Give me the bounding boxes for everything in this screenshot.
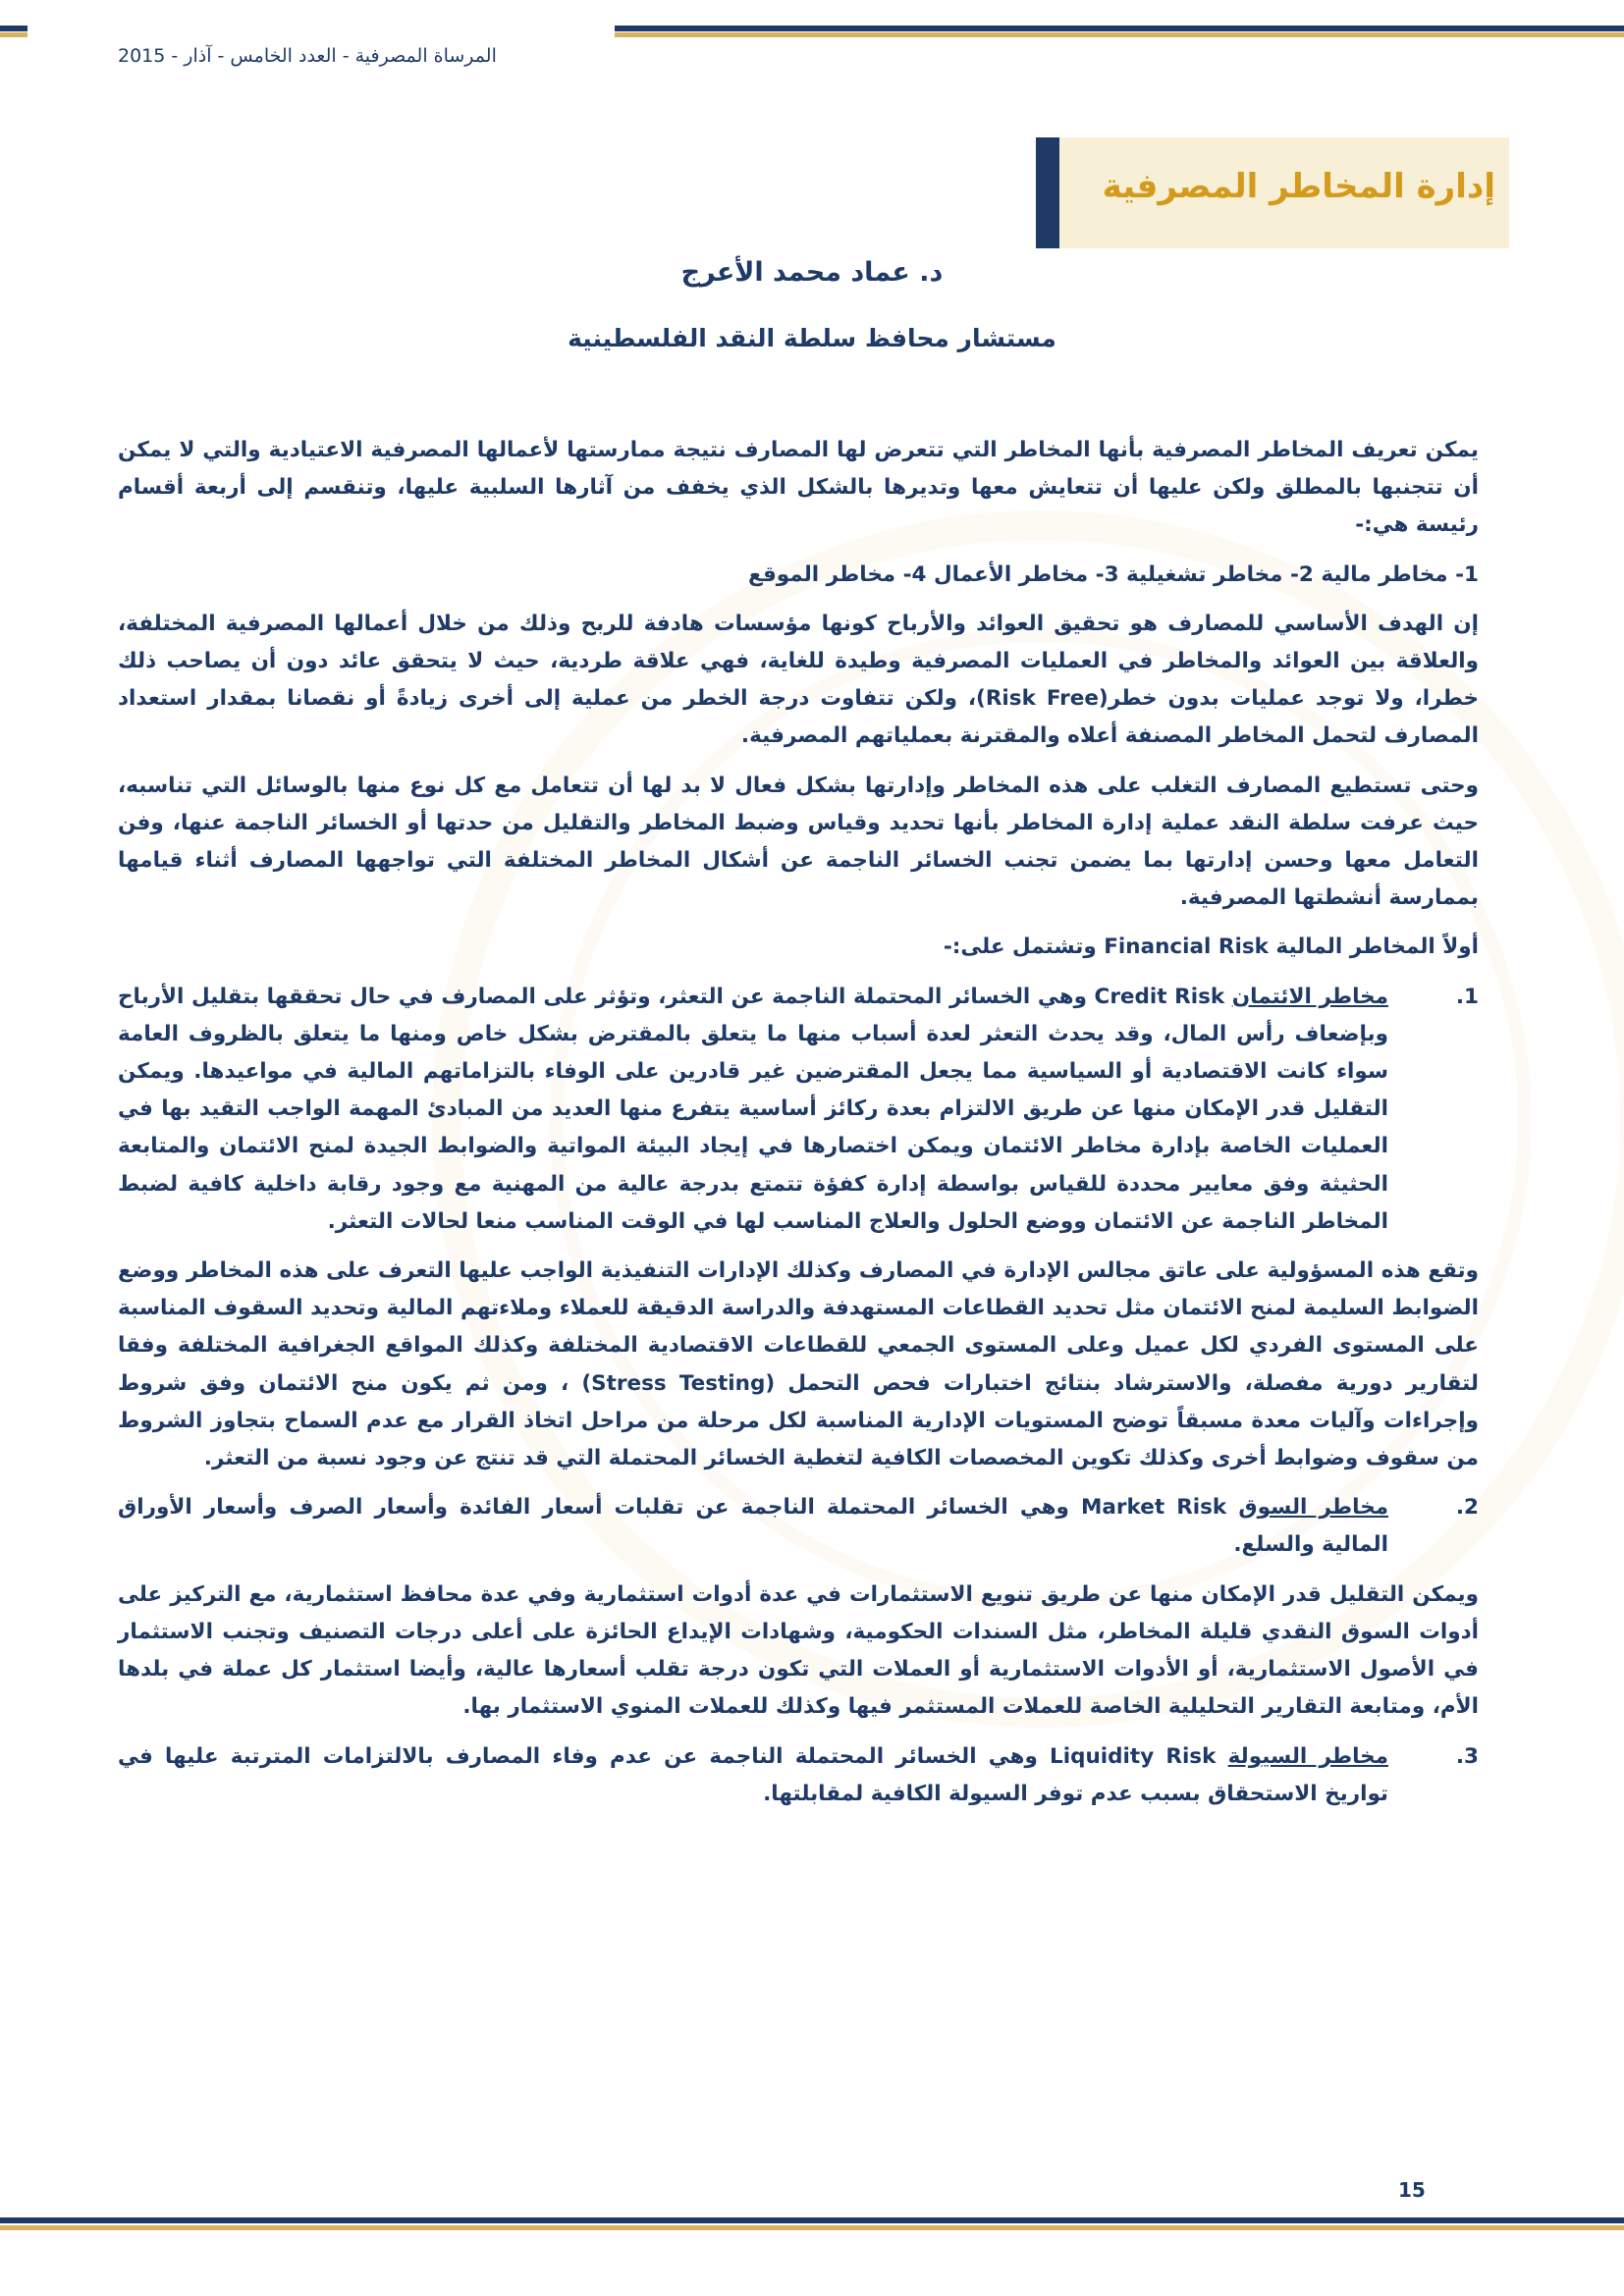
section-heading-financial-risk: أولاً المخاطر المالية Financial Risk وتشتمل على:- — [943, 934, 1479, 960]
paragraph-risk-types: 1- مخاطر مالية 2- مخاطر تشغيلية 3- مخاطر الأعمال 4- مخاطر الموقع — [748, 561, 1479, 587]
paragraph-credit-responsibility: وتقع هذه المسؤولية على عاتق مجالس الإدارة في المصارف وكذلك الإدارات التنفيذية الواجب عليها التعرف على هذه المخاطر ووضع الضوابط السليمة لمنح الائتمان مثل تحديد القطاعات المستهدفة والدراسة الدقيقة للعملاء وملاءتهم المالية وتحديد السقوف المناسبة على المستوى الفردي لكل عميل وعلى المستوى الجمعي للقطاعات الاقتصادية المختلفة وكذلك المواقع الجغرافية المختلفة وفقا لتقارير دورية مفصلة، والاسترشاد بنتائج اختبارات فحص التحمل (Stress Testing) ، ومن ثم يكون منح الائتمان وفق شروط وإجراءات وآليات معدة مسبقاً توضح المستويات الإدارية المناسبة لكل مرحلة من مراحل اتخاذ القرار مع عدم السماح بتجاوز الشروط من سقوف وضوابط أخرى وكذلك تكوين المخصصات الكافية لتغطية الخسائر المحتملة التي قد تنتج عن وجود نسبة من التعثر. — [118, 1258, 1479, 1471]
list-term: مخاطر السيولة — [1227, 1743, 1388, 1769]
list-number: 2. — [1455, 1495, 1479, 1521]
article-title: إدارة المخاطر المصرفية — [1102, 167, 1495, 206]
header-band-right-gold — [615, 32, 1624, 37]
footer-band-navy — [0, 2217, 1624, 2223]
article-title-box — [1036, 137, 1509, 248]
article-body — [118, 432, 1479, 1825]
author-position: مستشار محافظ سلطة النقد الفلسطينية — [568, 324, 1056, 352]
paragraph-market-mitigation: ويمكن التقليل قدر الإمكان منها عن طريق تنويع الاستثمارات في عدة أدوات استثمارية وفي عدة محافظ استثمارية، مع التركيز على أدوات السوق النقدي قليلة المخاطر، مثل السندات الحكومية، وشهادات الإيداع الحائزة على أعلى درجات التصنيف وتجنب الاستثمار في الأصول الاستثمارية، أو الأدوات الاستثمارية أو العملات التي تكون درجة تقلب أسعارها عالية، وأيضا استثمار كل عملة في بلدها الأم، ومتابعة التقارير التحليلية الخاصة للعملات المستثمر فيها وكذلك للعملات المنوي الاستثمار بها. — [118, 1581, 1479, 1720]
footer-band-gold — [0, 2225, 1624, 2230]
header-band-left-gold — [0, 32, 27, 37]
header-band-right — [615, 26, 1624, 31]
header-band-left — [0, 26, 27, 31]
list-item-liquidity-risk — [118, 1738, 1479, 1813]
list-term: مخاطر السوق — [1238, 1495, 1389, 1521]
paragraph-returns-risk: إن الهدف الأساسي للمصارف هو تحقيق العوائد والأرباح كونها مؤسسات هادفة للربح وذلك من خلال أعمالها المصرفية المختلفة، والعلاقة بين العوائد والمخاطر في العمليات المصرفية وطيدة للغاية، فهي علاقة طردية، حيث لا يتحقق عائد دون أن يصاحب ذلك خطرا، ولا توجد عمليات بدون خطر(Risk Free)، ولكن تتفاوت درجة الخطر من عملية إلى أخرى زيادةً أو نقصانا بمقدار استعداد المصارف لتحمل المخاطر المصنفة أعلاه والمقترنة بعملياتهم المصرفية. — [118, 611, 1479, 749]
list-term: مخاطر الائتمان — [1231, 984, 1388, 1009]
list-number: 1. — [1455, 984, 1479, 1009]
journal-header: المرساة المصرفية - العدد الخامس - آذار - 2015 — [118, 45, 497, 67]
page-number: 15 — [1398, 2178, 1426, 2202]
list-text: Credit Risk وهي الخسائر المحتملة الناجمة عن التعثر، وتؤثر على المصارف في حال تحققها بتقليل الأرباح وبإضعاف رأس المال، وقد يحدث التعثر لعدة أسباب منها ما يتعلق بالمقترض بشكل خاص ومنها ما يتعلق بالظروف العامة سواء كانت الاقتصادية أو السياسية مما يجعل المقترضين غير قادرين على الوفاء بالتزاماتهم المالية في مواعيدها. ويمكن التقليل قدر الإمكان منها عن طريق الالتزام بعدة ركائز أساسية يتفرع منها العديد من المبادئ المهمة الواجب التقيد بها في العمليات الخاصة بإدارة مخاطر الائتمان ويمكن اختصارها في إيجاد البيئة المواتية والضوابط الجيدة لمنح الائتمان والمتابعة الحثيثة وفق معايير محددة للقياس بواسطة إدارة كفؤة تتمتع بدرجة عالية من المهنية مع وجود رقابة داخلية كافية لضبط المخاطر الناجمة عن الائتمان ووضع الحلول والعلاج المناسب لها في الوقت المناسب منعا لحالات التعثر. — [118, 984, 1388, 1234]
paragraph-definition: يمكن تعريف المخاطر المصرفية بأنها المخاطر التي تتعرض لها المصارف نتيجة ممارستها لأعمالها المصرفية الاعتيادية والتي لا يمكن أن تتجنبها بالمطلق ولكن عليها أن تتعايش معها وتديرها بالشكل الذي يخفف من آثارها السلبية عليها، وتنقسم إلى أربعة أقسام رئيسة هي:- — [118, 438, 1479, 538]
author-name: د. عماد محمد الأعرج — [680, 257, 944, 288]
list-item-credit-risk — [118, 979, 1479, 1241]
paragraph-risk-management: وحتى تستطيع المصارف التغلب على هذه المخاطر وإدارتها بشكل فعال لا بد لها أن تتعامل مع كل نوع منها بالوسائل التي تناسبه، حيث عرفت سلطة النقد عملية إدارة المخاطر بأنها تحديد وقياس وضبط المخاطر والتقليل من حدتها أو الخسائر الناجمة عنها، وفن التعامل معها وحسن إدارتها بما يضمن تجنب الخسائر الناجمة عن أشكال المخاطر المختلفة التي تواجهها المصارف أثناء قيامها بممارسة أنشطتها المصرفية. — [118, 773, 1479, 911]
list-item-market-risk — [118, 1489, 1479, 1564]
title-accent-bar — [1036, 137, 1059, 248]
list-text: Market Risk وهي الخسائر المحتملة الناجمة عن تقلبات أسعار الفائدة وأسعار الصرف وأسعار الأوراق المالية والسلع. — [118, 1495, 1388, 1558]
list-number: 3. — [1455, 1743, 1479, 1769]
list-text: Liquidity Risk وهي الخسائر المحتملة الناجمة عن عدم وفاء المصارف بالالتزامات المترتبة عليها في تواريخ الاستحقاق بسبب عدم توفر السيولة الكافية لمقابلتها. — [118, 1743, 1388, 1806]
